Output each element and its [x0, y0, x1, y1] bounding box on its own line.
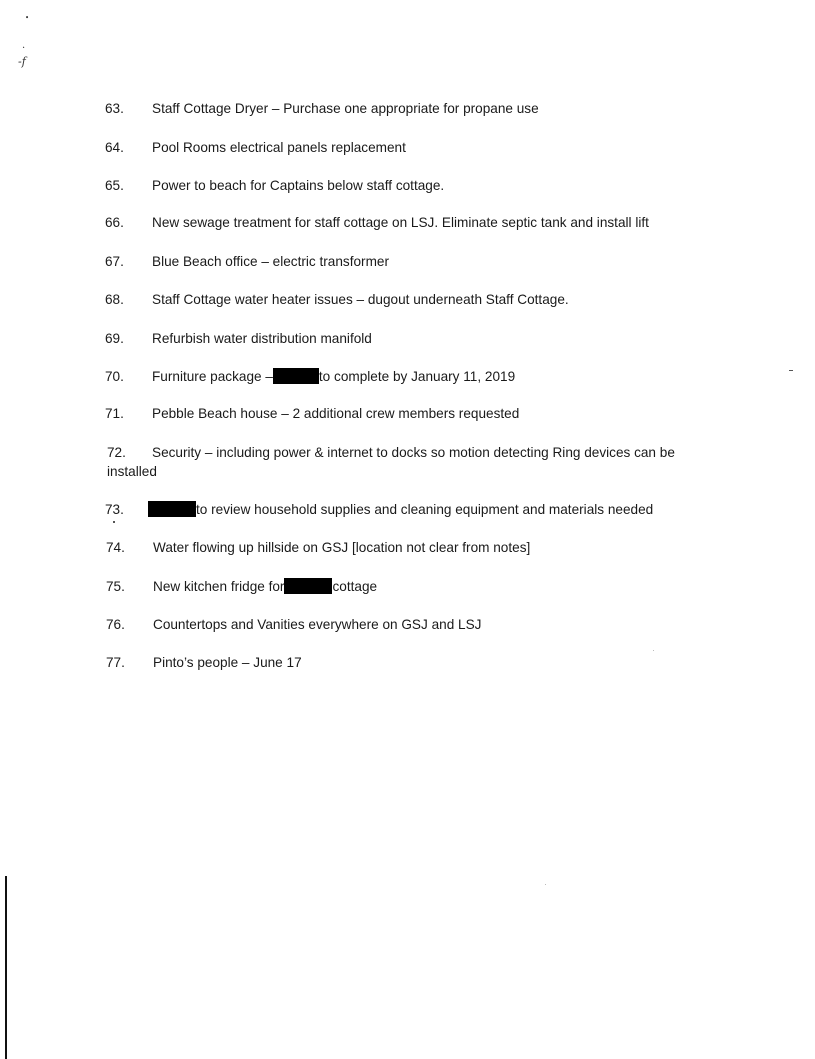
- list-item: [106, 577, 377, 596]
- redaction-box: [284, 578, 332, 594]
- redaction-box: [273, 368, 319, 384]
- item-text: Blue Beach office – electric transformer: [152, 254, 389, 269]
- item-text-after: to complete by January 11, 2019: [318, 369, 516, 384]
- item-text: Refurbish water distribution manifold: [152, 331, 372, 346]
- item-number: 65.: [105, 178, 124, 193]
- list-item: [105, 138, 406, 157]
- item-text: Pebble Beach house – 2 additional crew members requested: [152, 406, 520, 421]
- item-number: 63.: [105, 101, 124, 116]
- item-number: 67.: [105, 254, 124, 269]
- scan-speck: [653, 650, 654, 651]
- item-text: Countertops and Vanities everywhere on GSJ and LSJ: [153, 617, 482, 632]
- item-number: 77.: [106, 655, 125, 670]
- list-item: [105, 500, 653, 519]
- list-item: [107, 443, 675, 462]
- item-number: 69.: [105, 331, 124, 346]
- item-number: 64.: [105, 140, 124, 155]
- item-text: Pool Rooms electrical panels replacement: [152, 140, 406, 155]
- scan-f-mark: -f: [18, 55, 26, 68]
- list-item: [106, 653, 302, 672]
- item-number: 73.: [105, 502, 124, 517]
- list-item: [105, 290, 569, 309]
- item-text: Security – including power & internet to docks so motion detecting Ring devices can be: [152, 445, 675, 460]
- scan-edge-line: [5, 876, 7, 1059]
- list-item: [106, 538, 530, 557]
- item-number: 74.: [106, 540, 125, 555]
- scan-small-dot: .: [22, 40, 26, 51]
- item-text-before: New kitchen fridge for: [153, 579, 285, 594]
- item-number: 70.: [105, 369, 124, 384]
- item-text: Pinto’s people – June 17: [153, 655, 302, 670]
- list-item: [106, 615, 481, 634]
- scan-speck: [113, 521, 115, 523]
- item-text-after: to review household supplies and cleaning equipment and materials needed: [196, 502, 654, 517]
- item-text: Staff Cottage water heater issues – dugout underneath Staff Cottage.: [152, 292, 569, 307]
- item-continuation: installed: [107, 464, 157, 479]
- list-item: [105, 99, 539, 118]
- item-number: 76.: [106, 617, 125, 632]
- redaction-box: [148, 501, 196, 517]
- item-number: 72.: [107, 445, 126, 460]
- item-number: 68.: [105, 292, 124, 307]
- item-text: Water flowing up hillside on GSJ [location not clear from notes]: [153, 540, 531, 555]
- item-number: 66.: [105, 215, 124, 230]
- item-text-after: cottage: [332, 579, 378, 594]
- scan-dot-mark: •: [25, 14, 30, 22]
- item-text: Power to beach for Captains below staff cottage.: [152, 178, 445, 193]
- scan-speck: [545, 884, 546, 885]
- list-item: [105, 367, 515, 386]
- list-item: [105, 404, 519, 423]
- item-text: New sewage treatment for staff cottage on LSJ. Eliminate septic tank and install lift: [152, 215, 649, 230]
- list-item: [105, 252, 389, 271]
- item-number: 75.: [106, 579, 125, 594]
- list-item: [105, 213, 649, 232]
- scan-speck: [789, 370, 793, 371]
- list-item: [105, 176, 444, 195]
- item-number: 71.: [105, 406, 124, 421]
- item-text: Staff Cottage Dryer – Purchase one appropriate for propane use: [152, 101, 539, 116]
- list-item: [105, 329, 372, 348]
- item-text-before: Furniture package –: [152, 369, 273, 384]
